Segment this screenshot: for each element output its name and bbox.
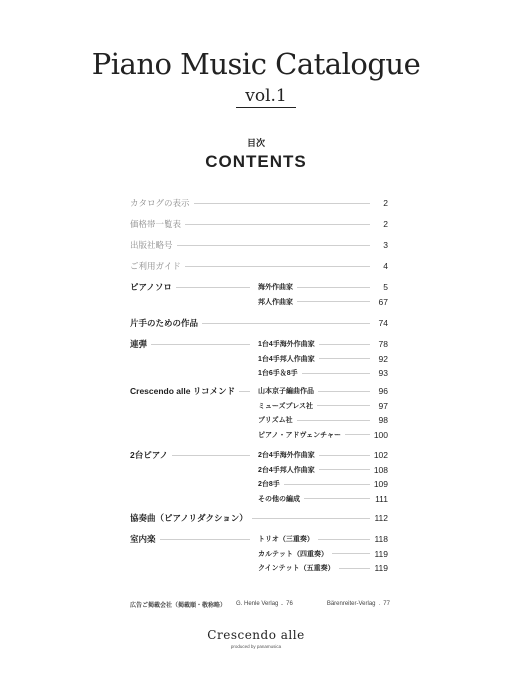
toc-subentry-page: 111 [375, 493, 388, 504]
toc-entry-label: 出版社略号 [130, 240, 173, 250]
toc-entry [130, 532, 254, 546]
toc-subentry-label: クインテット（五重奏） [258, 565, 335, 572]
toc-subentry [258, 478, 388, 490]
toc-subentry-page: 102 [373, 450, 388, 460]
toc-subentry-label: 2台8手 [258, 481, 280, 488]
toc-subentry-page: 100 [373, 429, 388, 440]
toc-entry-page: 2 [383, 198, 388, 208]
brand-logo-text: Crescendo alle [207, 628, 305, 642]
toc-entry [130, 316, 388, 330]
toc-subentry-page: 92 [378, 353, 388, 364]
toc-leader [202, 323, 370, 324]
toc-leader [318, 539, 370, 540]
toc-subentry [258, 281, 388, 293]
toc-entry-label: 連弾 [130, 339, 148, 349]
toc-entry-label: 協奏曲（ピアノリダクション） [130, 513, 248, 523]
advertiser-page: 77 [383, 601, 390, 607]
toc-entry-page: 4 [383, 261, 388, 271]
toc-subentry-label: その他の編成 [258, 495, 300, 503]
toc-subentry [258, 338, 388, 350]
toc-subentry-label: 海外作曲家 [258, 284, 293, 291]
toc-subentry-page: 97 [378, 400, 388, 411]
toc-leader [318, 391, 370, 392]
advertiser-name: G. Henle Verlag [236, 601, 279, 607]
toc-entry [130, 448, 254, 462]
advertisers-line [130, 598, 390, 610]
toc-subentry [258, 296, 388, 308]
toc-entry [130, 511, 388, 525]
toc-leader [284, 484, 370, 485]
toc-leader [319, 469, 370, 470]
advertiser-leader [379, 604, 381, 605]
toc-subentry-label: カルテット（四重奏） [258, 550, 328, 558]
toc-subentry-label: 山本京子編曲作品 [258, 388, 314, 395]
toc-subentry-page: 119 [374, 563, 388, 573]
toc-leader [185, 266, 370, 267]
toc-subentry-page: 5 [383, 282, 388, 292]
toc-subentry-page: 96 [378, 386, 388, 396]
toc-subentry-page: 98 [378, 415, 388, 425]
toc-leader [339, 568, 370, 569]
toc-subentry [258, 548, 388, 560]
advertiser-leader [281, 604, 283, 605]
toc-subentry-page: 118 [374, 534, 388, 544]
toc-entry-page: 3 [383, 240, 388, 250]
toc-entry-page: 74 [378, 318, 388, 328]
toc-subentry [258, 400, 388, 412]
toc-leader [160, 539, 250, 540]
toc-subentry-page: 93 [378, 368, 388, 378]
toc-leader [297, 301, 370, 302]
brand-subtitle: produced by panamusica [230, 644, 282, 649]
toc-subentry [258, 493, 388, 505]
toc-entry-label: 室内楽 [130, 534, 156, 544]
toc-subentry-label: 1台4手海外作曲家 [258, 341, 315, 348]
toc-subentry [258, 464, 388, 476]
toc-subentry [258, 429, 388, 441]
toc-subentry-label: ピアノ・アドヴェンチャー [258, 431, 341, 439]
toc-subentry-label: プリズム社 [258, 417, 293, 424]
toc-entry [130, 259, 388, 273]
volume-label: vol.1 [236, 86, 296, 108]
toc-subentry-page: 67 [378, 296, 388, 307]
toc-leader [194, 203, 370, 204]
advertisers-label: 広告ご掲載会社（掲載順・敬称略） [130, 602, 227, 609]
toc-leader [185, 224, 370, 225]
advertiser-name: Bärenreiter-Verlag [326, 601, 376, 607]
toc-leader [176, 287, 250, 288]
toc-entry-page: 2 [383, 219, 388, 229]
toc-subentry [258, 353, 388, 365]
toc-entry-label: Crescendo alle リコメンド [130, 386, 236, 396]
toc-entry-label: カタログの表示 [130, 198, 190, 208]
toc-leader [177, 245, 370, 246]
toc-entry-label: 2台ピアノ [130, 450, 169, 460]
toc-subentry [258, 385, 388, 397]
toc-subentry-label: 2台4手海外作曲家 [258, 452, 315, 459]
toc-subentry-page: 109 [373, 479, 388, 489]
toc-entry [130, 384, 254, 398]
toc-entry [130, 217, 388, 231]
toc-leader [297, 420, 370, 421]
toc-subentry-page: 119 [374, 548, 388, 559]
mokuji-heading: 目次 [246, 138, 265, 148]
toc-leader [151, 344, 250, 345]
catalogue-title: Piano Music Catalogue [91, 47, 421, 81]
toc-leader [252, 518, 370, 519]
toc-leader [319, 344, 370, 345]
toc-subentry-label: ミューズプレス社 [258, 402, 314, 410]
toc-leader [172, 455, 250, 456]
toc-subentry-label: 邦人作曲家 [258, 298, 293, 306]
toc-entry-label: ピアノソロ [130, 282, 172, 292]
toc-leader [345, 434, 370, 435]
toc-leader [304, 498, 370, 499]
toc-subentry-page: 78 [378, 339, 388, 349]
toc-entry [130, 196, 388, 210]
toc-leader [317, 405, 370, 406]
toc-subentry-page: 108 [373, 464, 388, 475]
toc-subentry [258, 449, 388, 461]
toc-leader [239, 391, 250, 392]
toc-entry [130, 280, 254, 294]
toc-entry-label: 片手のための作品 [130, 318, 199, 328]
toc-subentry [258, 414, 388, 426]
toc-subentry [258, 533, 388, 545]
toc-subentry-label: トリオ（三重奏） [258, 536, 314, 543]
toc-entry-label: 価格帯一覧表 [130, 219, 182, 229]
toc-subentry-label: 1台4手邦人作曲家 [258, 355, 315, 363]
toc-entry [130, 337, 254, 351]
toc-subentry-label: 1台6手＆8手 [258, 370, 298, 377]
toc-subentry [258, 367, 388, 379]
toc-leader [332, 553, 370, 554]
advertiser-page: 76 [286, 601, 293, 607]
toc-leader [302, 373, 370, 374]
toc-subentry [258, 562, 388, 574]
toc-leader [297, 287, 370, 288]
toc-entry [130, 238, 388, 252]
toc-entry-page: 112 [374, 513, 388, 523]
toc-subentry-label: 2台4手邦人作曲家 [258, 466, 315, 474]
toc-leader [319, 358, 370, 359]
contents-heading: CONTENTS [205, 152, 307, 171]
toc-leader [319, 455, 370, 456]
toc-entry-label: ご利用ガイド [130, 261, 181, 271]
